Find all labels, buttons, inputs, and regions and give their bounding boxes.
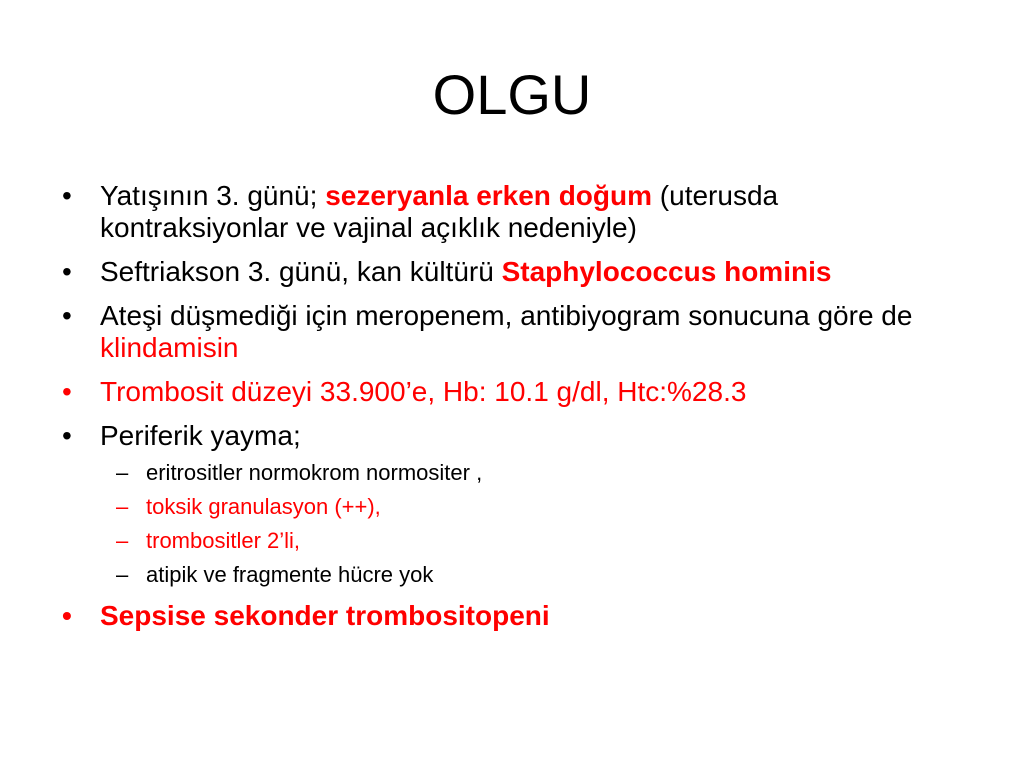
bullet-icon: • — [62, 376, 72, 407]
bullet-item-conclusion — [62, 600, 962, 632]
item-text: Seftriakson 3. günü, kan kültürü — [100, 256, 502, 287]
bullet-icon: • — [62, 256, 72, 287]
bullet-list — [62, 180, 962, 632]
sub-item-toxic-granulation — [100, 494, 962, 520]
item-text: Periferik yayma; — [100, 420, 301, 451]
item-text: Ateşi düşmediği için meropenem, antibiyogram sonucuna göre de — [100, 300, 913, 331]
bullet-item-antibiotics — [62, 300, 962, 364]
item-highlight: klindamisin — [100, 332, 239, 363]
dash-icon: – — [116, 460, 129, 485]
sub-item-text: atipik ve fragmente hücre yok — [146, 562, 434, 587]
bullet-item-lab-values — [62, 376, 962, 408]
item-highlight: Staphylococcus hominis — [501, 256, 832, 287]
dash-icon: – — [116, 528, 129, 553]
item-text: Trombosit düzeyi 33.900’e, Hb: 10.1 g/dl, Htc:%28.3 — [100, 376, 747, 407]
sub-item-platelets — [100, 528, 962, 554]
bullet-item-blood-culture — [62, 256, 962, 288]
slide-title: OLGU — [432, 63, 592, 126]
bullet-icon: • — [62, 600, 72, 631]
sub-item-text: toksik granulasyon (++), — [146, 494, 381, 519]
bullet-item-peripheral-smear — [62, 420, 962, 588]
sub-item-atypical-cells — [100, 562, 962, 588]
bullet-icon: • — [62, 300, 72, 331]
bullet-icon: • — [62, 180, 72, 211]
sub-item-erythrocytes — [100, 460, 962, 486]
bullet-item-hospitalization — [62, 180, 962, 244]
item-text-continued: (uterusda kontraksiyonlar ve vajinal açıklık nedeniyle) — [100, 180, 779, 243]
sub-item-text: eritrositler normokrom normositer , — [146, 460, 483, 485]
dash-icon: – — [116, 562, 129, 587]
item-highlight: sezeryanla erken doğum — [325, 180, 653, 211]
sub-list — [100, 460, 962, 588]
item-text: Yatışının 3. günü; — [100, 180, 326, 211]
dash-icon: – — [116, 494, 129, 519]
sub-item-text: trombositler 2’li, — [146, 528, 301, 553]
item-text: Sepsise sekonder trombositopeni — [100, 600, 550, 631]
bullet-icon: • — [62, 420, 72, 451]
